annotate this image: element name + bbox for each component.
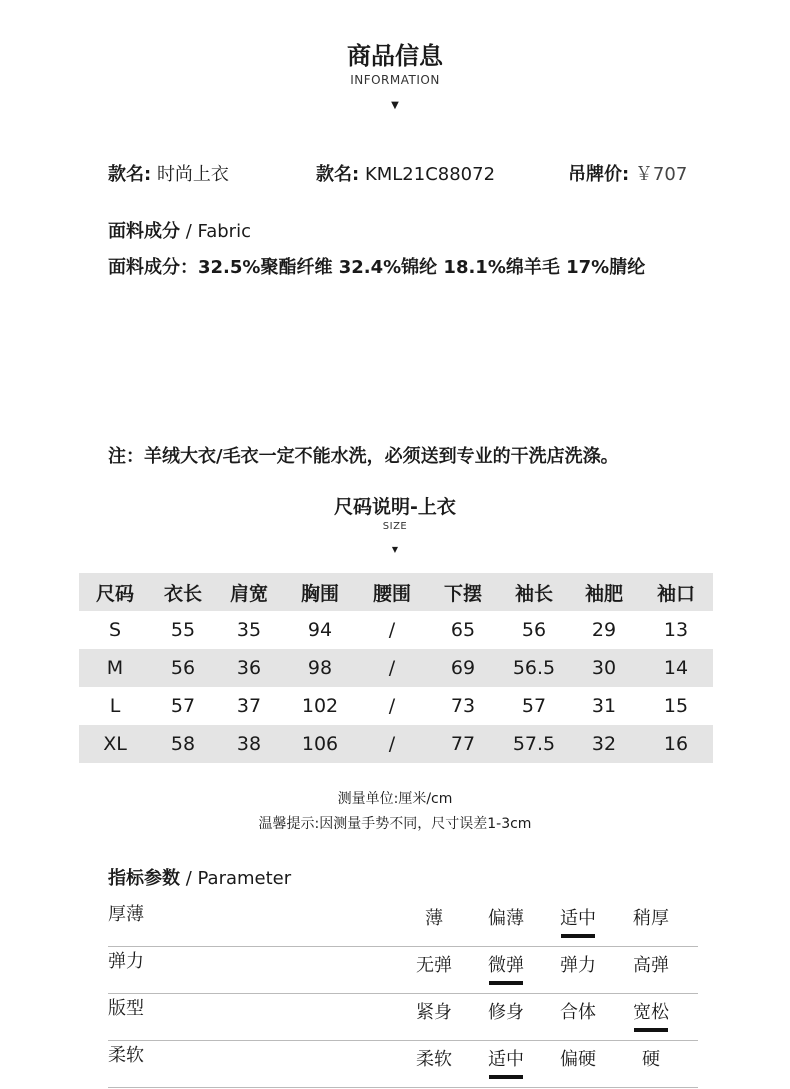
style-label: 款名:: [108, 164, 152, 185]
chevron-down-icon: ▼: [391, 100, 399, 111]
table-row: [79, 611, 713, 649]
table-cell: 56.5: [512, 657, 556, 679]
table-cell: 77: [450, 733, 476, 755]
row-divider: [108, 1087, 698, 1088]
table-cell: /: [388, 657, 396, 679]
fabric-heading-en: / Fabric: [180, 221, 251, 242]
table-header-cell: 胸围: [300, 582, 339, 605]
price-label: 吊牌价:: [568, 164, 630, 185]
table-cell: M: [106, 657, 124, 679]
table-cell: 55: [170, 619, 196, 641]
table-header-cell: 腰围: [372, 582, 411, 605]
table-cell: 69: [450, 657, 476, 679]
table-cell: 30: [591, 657, 617, 679]
parameter-label: 版型: [108, 998, 144, 1019]
parameter-option-selected: 微弹: [476, 951, 536, 977]
unit-note: 测量单位:厘米/cm: [337, 791, 453, 807]
table-header-cell: 下摆: [443, 582, 482, 605]
parameter-option: 偏硬: [560, 1049, 596, 1070]
table-cell: 14: [663, 657, 689, 679]
table-cell: 13: [663, 619, 689, 641]
chevron-down-icon: ▼: [391, 545, 399, 554]
parameter-option-selected: 宽松: [621, 998, 681, 1024]
table-header-cell: 袖长: [514, 582, 553, 605]
parameter-row-softness: [108, 1041, 698, 1088]
table-row: [79, 725, 713, 763]
fabric-heading: [108, 217, 251, 243]
parameter-option: 无弹: [416, 955, 452, 976]
parameter-label: 厚薄: [108, 904, 144, 925]
table-cell: 56: [170, 657, 196, 679]
price-value: ￥707: [634, 164, 688, 185]
code-value: KML21C88072: [364, 164, 496, 185]
parameter-heading: [108, 864, 291, 890]
parameter-heading-cn: 指标参数: [108, 868, 180, 889]
table-cell: 31: [591, 695, 617, 717]
page-subtitle: INFORMATION: [350, 73, 440, 87]
table-cell: 73: [450, 695, 476, 717]
table-header-cell: 袖口: [656, 582, 695, 605]
table-cell: XL: [103, 733, 127, 755]
parameter-option: 修身: [488, 1002, 524, 1023]
table-cell: 98: [307, 657, 333, 679]
parameter-label: 柔软: [108, 1045, 144, 1066]
table-cell: 29: [591, 619, 617, 641]
table-cell: /: [388, 733, 396, 755]
parameter-option: 弹力: [560, 955, 596, 976]
table-cell: 56: [521, 619, 547, 641]
table-row: [79, 687, 713, 725]
table-cell: S: [108, 619, 122, 641]
care-note: 注：羊绒大衣/毛衣一定不能水洗，必须送到专业的干洗店洗涤。: [108, 446, 619, 467]
table-cell: 37: [236, 695, 262, 717]
product-style: [108, 160, 229, 186]
table-header-cell: 肩宽: [229, 582, 268, 605]
product-price: [568, 160, 687, 186]
size-table: [79, 573, 713, 763]
parameter-option: 偏薄: [488, 908, 524, 929]
size-table-header: [79, 573, 713, 611]
table-cell: /: [388, 619, 396, 641]
table-header-cell: 衣长: [163, 582, 202, 605]
parameter-option: 合体: [560, 1002, 596, 1023]
table-cell: 58: [170, 733, 196, 755]
parameter-option: 薄: [425, 908, 443, 929]
table-cell: 16: [663, 733, 689, 755]
parameter-label: 弹力: [108, 951, 144, 972]
tip-note: 温馨提示:因测量手势不同，尺寸误差1-3cm: [258, 816, 532, 832]
style-value: 时尚上衣: [156, 164, 229, 185]
table-cell: 15: [663, 695, 689, 717]
parameter-option: 紧身: [416, 1002, 452, 1023]
code-label: 款名:: [316, 164, 360, 185]
table-cell: /: [388, 695, 396, 717]
parameter-option: 高弹: [633, 955, 669, 976]
parameter-option-selected: 适中: [476, 1045, 536, 1071]
table-cell: 106: [301, 733, 339, 755]
parameter-row-thickness: [108, 900, 698, 947]
table-cell: 32: [591, 733, 617, 755]
parameter-heading-en: / Parameter: [180, 868, 292, 889]
size-subtitle: SIZE: [382, 521, 408, 532]
parameter-option: 硬: [642, 1049, 660, 1070]
table-cell: 65: [450, 619, 476, 641]
parameter-row-elasticity: [108, 947, 698, 994]
table-cell: 102: [301, 695, 339, 717]
table-cell: 57: [170, 695, 196, 717]
page-title: 商品信息: [347, 42, 443, 70]
parameter-row-fit: [108, 994, 698, 1041]
parameter-option-selected: 适中: [548, 904, 608, 930]
table-header-cell: 尺码: [95, 582, 134, 605]
product-code: [316, 160, 495, 186]
table-cell: 35: [236, 619, 262, 641]
table-cell: 38: [236, 733, 262, 755]
table-cell: 36: [236, 657, 262, 679]
parameter-option: 柔软: [416, 1049, 452, 1070]
table-row: [79, 649, 713, 687]
size-title: 尺码说明-上衣: [334, 496, 456, 518]
table-header-cell: 袖肥: [584, 582, 623, 605]
table-cell: 57: [521, 695, 547, 717]
table-cell: 94: [307, 619, 333, 641]
table-cell: 57.5: [512, 733, 556, 755]
fabric-heading-cn: 面料成分: [108, 221, 180, 242]
parameter-option: 稍厚: [633, 908, 669, 929]
fabric-composition: 面料成分：32.5%聚酯纤维 32.4%锦纶 18.1%绵羊毛 17%腈纶: [108, 257, 646, 278]
table-cell: L: [109, 695, 121, 717]
